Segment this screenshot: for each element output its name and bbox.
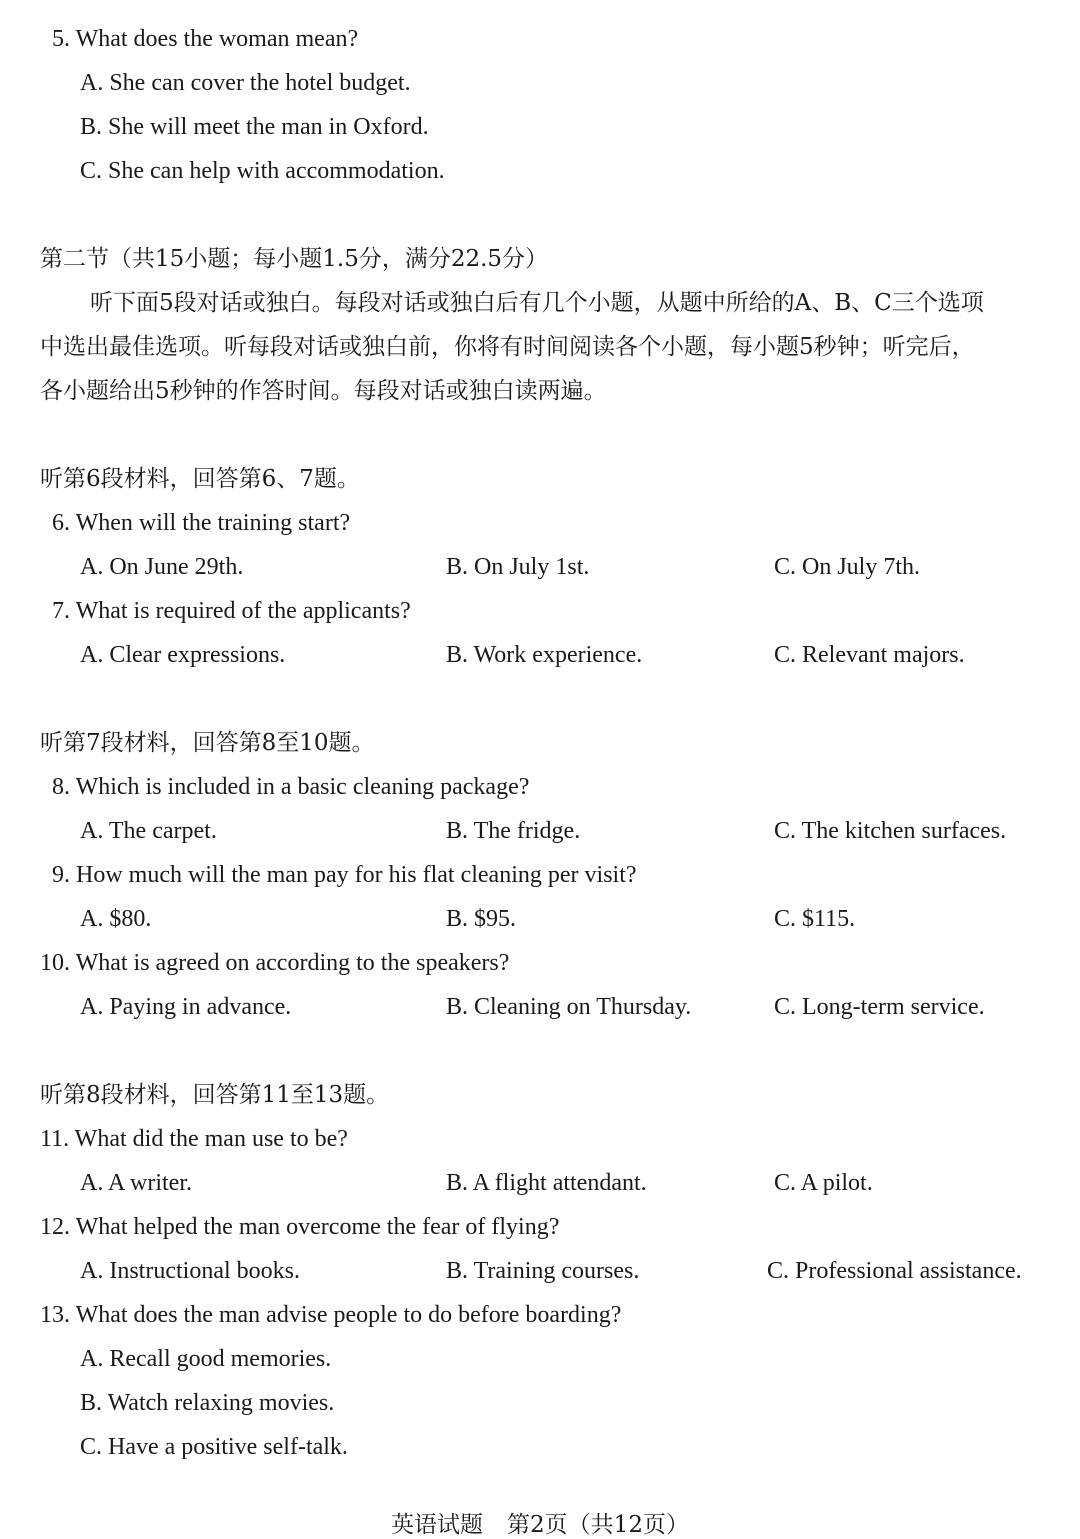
q9-option-a: A. $80.	[80, 906, 152, 932]
footer-subject: 英语试题	[391, 1512, 484, 1538]
q10-option-b: B. Cleaning on Thursday.	[446, 994, 692, 1020]
section-2-instructions-2: 中选出最佳选项。听每段对话或独白前，你将有时间阅读各个小题，每小题5秒钟；听完后，	[40, 334, 975, 360]
q8-option-c: C. The kitchen surfaces.	[774, 818, 1007, 844]
page-footer	[0, 1506, 1080, 1539]
question-8: 8. Which is included in a basic cleaning package?	[52, 774, 530, 800]
q13-option-a: A. Recall good memories.	[80, 1346, 332, 1372]
question-13: 13. What does the man advise people to do before boarding?	[40, 1302, 622, 1328]
q11-option-b: B. A flight attendant.	[446, 1170, 647, 1196]
q6-option-c: C. On July 7th.	[774, 554, 921, 580]
section-2-instructions-1: 听下面5段对话或独白。每段对话或独白后有几个小题，从题中所给的A、B、C三个选项	[90, 290, 984, 316]
q8-option-a: A. The carpet.	[80, 818, 217, 844]
question-11: 11. What did the man use to be?	[40, 1126, 348, 1152]
q11-option-c: C. A pilot.	[774, 1170, 873, 1196]
q9-option-b: B. $95.	[446, 906, 517, 932]
question-10: 10. What is agreed on according to the speakers?	[40, 950, 510, 976]
material-7-header: 听第7段材料，回答第8至10题。	[40, 730, 375, 756]
material-8-header: 听第8段材料，回答第11至13题。	[40, 1082, 390, 1108]
q12-option-b: B. Training courses.	[446, 1258, 640, 1284]
q12-option-a: A. Instructional books.	[80, 1258, 300, 1284]
q9-option-c: C. $115.	[774, 906, 856, 932]
q5-option-b: B. She will meet the man in Oxford.	[80, 114, 429, 140]
question-9: 9. How much will the man pay for his flat cleaning per visit?	[52, 862, 637, 888]
q7-option-b: B. Work experience.	[446, 642, 643, 668]
q5-option-c: C. She can help with accommodation.	[80, 158, 445, 184]
question-12: 12. What helped the man overcome the fear of flying?	[40, 1214, 560, 1240]
q7-option-c: C. Relevant majors.	[774, 642, 965, 668]
question-5: 5. What does the woman mean?	[52, 26, 359, 52]
material-6-header: 听第6段材料，回答第6、7题。	[40, 466, 360, 492]
section-2-heading: 第二节（共15小题；每小题1.5分，满分22.5分）	[40, 246, 549, 272]
q5-option-a: A. She can cover the hotel budget.	[80, 70, 411, 96]
q10-option-c: C. Long-term service.	[774, 994, 985, 1020]
q6-option-b: B. On July 1st.	[446, 554, 590, 580]
footer-page-number: 第2页（共12页）	[507, 1512, 689, 1538]
question-6: 6. When will the training start?	[52, 510, 351, 536]
q13-option-c: C. Have a positive self-talk.	[80, 1434, 348, 1460]
q12-option-c: C. Professional assistance.	[767, 1258, 1022, 1284]
q13-option-b: B. Watch relaxing movies.	[80, 1390, 335, 1416]
q11-option-a: A. A writer.	[80, 1170, 192, 1196]
q6-option-a: A. On June 29th.	[80, 554, 244, 580]
q7-option-a: A. Clear expressions.	[80, 642, 286, 668]
q10-option-a: A. Paying in advance.	[80, 994, 292, 1020]
section-2-instructions-3: 各小题给出5秒钟的作答时间。每段对话或独白读两遍。	[40, 378, 607, 404]
question-7: 7. What is required of the applicants?	[52, 598, 411, 624]
q8-option-b: B. The fridge.	[446, 818, 581, 844]
